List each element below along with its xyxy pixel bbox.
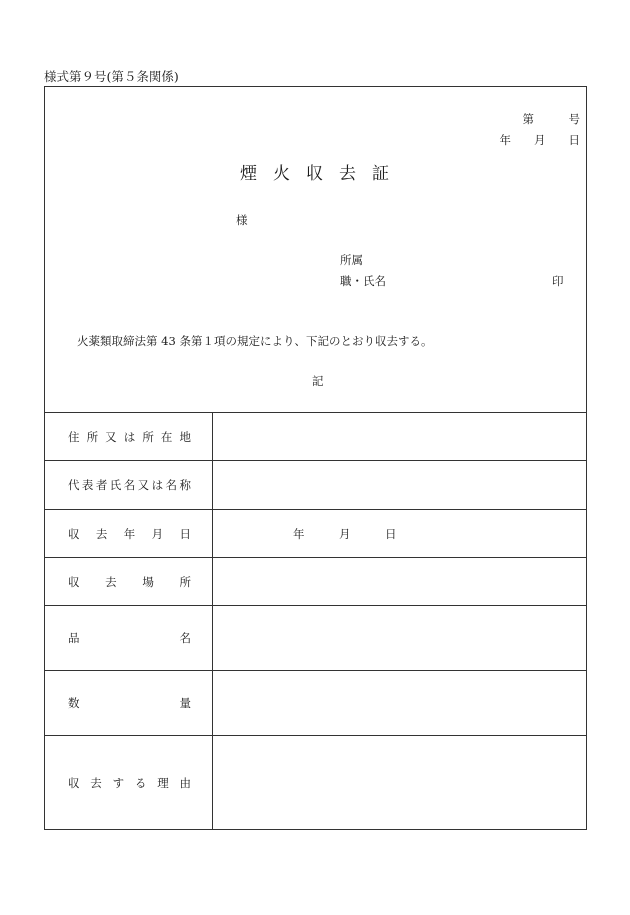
certificate-frame [44, 86, 587, 830]
affiliation-label: 所属 [340, 253, 363, 267]
row-label-address: 住所又は所在地 [68, 429, 191, 444]
table-row-collection-date [45, 509, 586, 557]
row-label-representative: 代表者氏名又は名称 [68, 478, 191, 492]
table-row-representative [45, 460, 586, 509]
table-row-address [45, 412, 586, 460]
representative-name-field[interactable] [213, 461, 586, 509]
issue-date-label: 年 月 日 [499, 133, 580, 147]
note-heading: 記 [312, 374, 324, 388]
reason-field[interactable] [213, 736, 586, 829]
quantity-field[interactable] [213, 671, 586, 735]
collection-place-field[interactable] [213, 558, 586, 605]
row-label-item-name: 品名 [68, 631, 191, 645]
table-row-reason [45, 735, 586, 829]
table-row-quantity [45, 670, 586, 735]
position-name-label: 職・氏名 [340, 274, 386, 288]
form-number-label: 様式第９号(第５条関係) [44, 69, 179, 84]
certificate-header-area [45, 87, 586, 412]
collection-date-field[interactable] [213, 510, 586, 557]
row-label-quantity: 数量 [68, 696, 191, 710]
address-field[interactable] [213, 413, 586, 460]
row-label-collection-date: 収去年月日 [68, 526, 191, 541]
seal-mark: 印 [552, 274, 564, 288]
collection-date-placeholder: 年 月 日 [293, 526, 397, 541]
row-label-reason: 収去する理由 [68, 775, 191, 790]
row-label-collection-place: 収去場所 [68, 574, 191, 589]
document-number-label: 第 号 [522, 112, 580, 126]
document-title: 煙火収去証 [240, 164, 405, 184]
item-name-field[interactable] [213, 606, 586, 670]
table-row-collection-place [45, 557, 586, 605]
legal-basis-text: 火薬類取締法第 43 条第１項の規定により、下記のとおり収去する。 [77, 334, 433, 348]
table-row-item-name [45, 605, 586, 670]
addressee-suffix: 様 [236, 213, 248, 227]
